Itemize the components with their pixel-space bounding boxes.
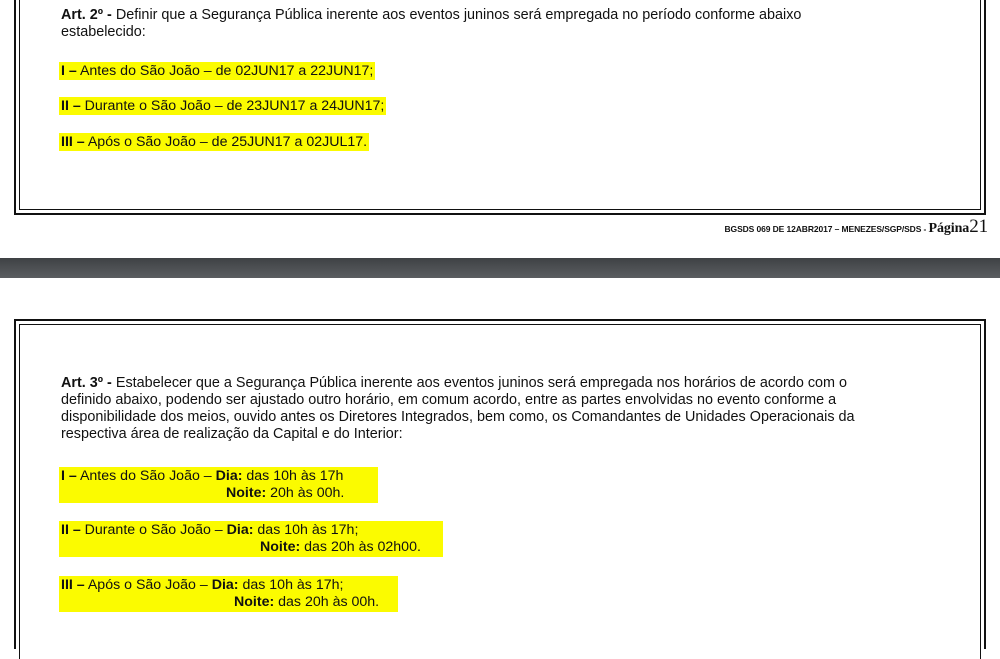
- art2-item-prefix: I –: [61, 63, 77, 79]
- art2-item-text: Antes do São João – de 02JUN17 a 22JUN17;: [79, 63, 374, 79]
- art2-item-1: [59, 62, 375, 80]
- page-separator: [0, 258, 1000, 278]
- footer-doc-ref: BGSDS 069 DE 12ABR2017 – MENEZES/SGP/SDS -: [724, 224, 927, 234]
- art3-item-period: Durante o São João –: [84, 522, 223, 538]
- art2-item-text: Após o São João – de 25JUN17 a 02JUL17.: [87, 134, 368, 150]
- art2-item-text: Durante o São João – de 23JUN17 a 24JUN17;: [84, 98, 385, 114]
- art3-item-day-hours: das 10h às 17h;: [257, 522, 359, 538]
- art2-paragraph: [61, 7, 941, 41]
- art3-item-day-label: Dia:: [211, 577, 239, 593]
- art3-line-2: definido abaixo, podendo ser ajustado outro horário, em comum acordo, entre as partes envolvidas no evento conforme a: [61, 392, 837, 408]
- art2-label: Art. 2º -: [61, 7, 112, 23]
- art3-item-period: Antes do São João –: [79, 468, 212, 484]
- art3-line-1: Estabelecer que a Segurança Pública inerente aos eventos juninos será empregada nos horários de acordo com o: [115, 375, 848, 391]
- art3-item-night-hours: das 20h às 02h00.: [304, 539, 421, 555]
- art3-item-3: [59, 576, 398, 612]
- art3-item-1: [59, 467, 378, 503]
- art3-paragraph: [61, 375, 941, 443]
- document-page-21: [0, 0, 1000, 258]
- art2-text-line1: Definir que a Segurança Pública inerente aos eventos juninos será empregada no período conforme abaixo: [115, 7, 802, 23]
- art3-item-night-label: Noite:: [260, 539, 301, 555]
- art2-text-line2: estabelecido:: [61, 24, 146, 40]
- art2-item-3: [59, 133, 369, 151]
- art3-item-2: [59, 521, 443, 557]
- art3-item-day-hours: das 10h às 17h;: [242, 577, 344, 593]
- art3-item-day-hours: das 10h às 17h: [246, 468, 344, 484]
- art3-line-4: respectiva área de realização da Capital e do Interior:: [61, 426, 403, 442]
- art3-item-night-hours: 20h às 00h.: [270, 485, 345, 501]
- art3-item-period: Após o São João –: [87, 577, 208, 593]
- art3-item-prefix: I –: [61, 468, 77, 484]
- art3-item-prefix: III –: [61, 577, 85, 593]
- art3-line-3: disponibilidade dos meios, ouvido antes os Diretores Integrados, bem como, os Comandantes de Unidades Operacionais da: [61, 409, 855, 425]
- art2-item-prefix: II –: [61, 98, 81, 114]
- art2-item-prefix: III –: [61, 134, 85, 150]
- art3-label: Art. 3º -: [61, 375, 112, 391]
- art2-item-2: [59, 97, 386, 115]
- page-footer: [725, 216, 988, 238]
- art3-item-night-hours: das 20h às 00h.: [278, 594, 380, 610]
- art3-item-night-label: Noite:: [234, 594, 275, 610]
- art3-item-night-label: Noite:: [226, 485, 267, 501]
- footer-page-label: Página: [928, 221, 970, 236]
- footer-page-number: 21: [969, 216, 988, 237]
- document-page-22: [0, 278, 1000, 626]
- art3-item-day-label: Dia:: [215, 468, 243, 484]
- art3-item-day-label: Dia:: [226, 522, 254, 538]
- art3-item-prefix: II –: [61, 522, 81, 538]
